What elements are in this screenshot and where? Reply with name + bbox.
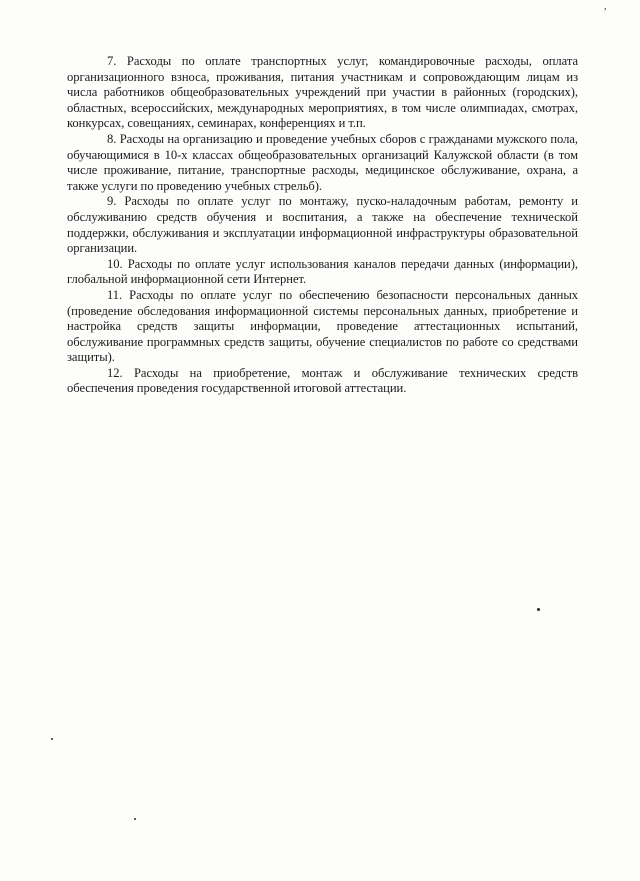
paragraph-10: 10. Расходы по оплате услуг использования каналов передачи данных (информации), глобальной информационной сети Интернет. bbox=[67, 256, 578, 287]
scan-speck bbox=[537, 608, 540, 611]
scan-mark-top-right: , bbox=[604, 1, 607, 12]
scan-speck bbox=[51, 738, 53, 740]
scan-speck bbox=[134, 818, 136, 820]
paragraph-12: 12. Расходы на приобретение, монтаж и обслуживание технических средств обеспечения проведения государственной итоговой аттестации. bbox=[67, 365, 578, 396]
paragraph-11: 11. Расходы по оплате услуг по обеспечению безопасности персональных данных (проведение обследования информационной системы персональных данных, приобретение и настройка средств защиты информации, проведение аттестационных испытаний, обслуживание программных средств защиты, обучение специалистов по работе со средствами защиты). bbox=[67, 287, 578, 365]
paragraph-7: 7. Расходы по оплате транспортных услуг, командировочные расходы, оплата организационного взноса, проживания, питания участникам и сопровождающим лицам из числа работников общеобразовательных учреждений при участии в районных (городских), областных, всероссийских, международных мероприятиях, в том числе олимпиадах, смотрах, конкурсах, совещаниях, семинарах, конференциях и т.п. bbox=[67, 54, 578, 131]
document-body bbox=[67, 54, 578, 397]
paragraph-8: 8. Расходы на организацию и проведение учебных сборов с гражданами мужского пола, обучающимися в 10-х классах общеобразовательных организаций Калужской области (в том числе проживание, питание, транспортные расходы, медицинское обслуживание, охрана, а также услуги по проведению учебных стрельб). bbox=[67, 131, 578, 193]
paragraph-9: 9. Расходы по оплате услуг по монтажу, пуско-наладочным работам, ремонту и обслуживанию средств обучения и воспитания, а также на обеспечение технической поддержки, обслуживания и эксплуатации информационной инфраструктуры образовательной организации. bbox=[67, 194, 578, 256]
